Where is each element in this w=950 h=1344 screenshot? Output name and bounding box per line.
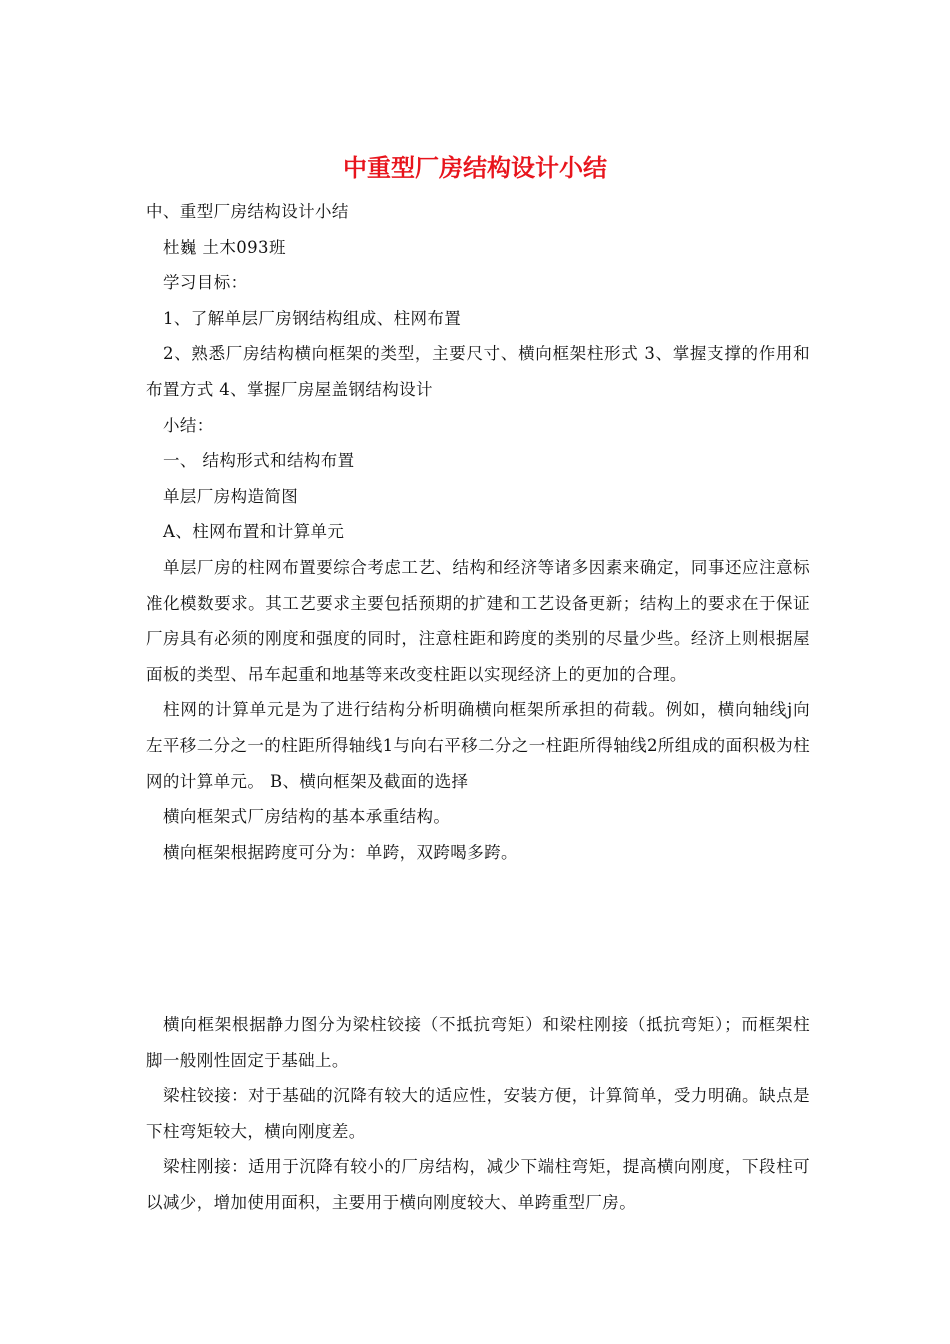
paragraph-summary-heading: 小结： [163,415,214,435]
paragraph-frame-static: 横向框架根据静力图分为梁柱铰接（不抵抗弯矩）和梁柱刚接（抵抗弯矩）；而框架柱脚一般刚性固定于基础上。 [146,1015,810,1070]
paragraph-diagram-caption: 单层厂房构造简图 [163,486,299,506]
paragraph-calculation-unit: 柱网的计算单元是为了进行结构分析明确横向框架所承担的荷载。例如，横向轴线j向左平移二分之一的柱距所得轴线1与向右平移二分之一柱距所得轴线2所组成的面积极为柱网的计算单元。 B、横向框架及截面的选择 [146,700,810,791]
paragraph-frame-basic: 横向框架式厂房结构的基本承重结构。 [163,807,451,827]
paragraph-objective-1: 1、了解单层厂房钢结构组成、柱网布置 [163,308,462,328]
document-title: 中重型厂房结构设计小结 [343,154,607,182]
paragraph-rigid-joint: 梁柱刚接：适用于沉降有较小的厂房结构，减少下端柱弯矩，提高横向刚度，下段柱可以减少，增加使用面积，主要用于横向刚度较大、单跨重型厂房。 [146,1157,810,1212]
paragraph-hinged-joint: 梁柱铰接：对于基础的沉降有较大的适应性，安装方便，计算简单，受力明确。缺点是下柱弯矩较大，横向刚度差。 [146,1086,810,1141]
paragraph-subsection-a: A、柱网布置和计算单元 [163,522,345,542]
paragraph-column-grid: 单层厂房的柱网布置要综合考虑工艺、结构和经济等诸多因素来确定，同事还应注意标准化模数要求。其工艺要求主要包括预期的扩建和工艺设备更新；结构上的要求在于保证厂房具有必须的刚度和强度的同时，注意柱距和跨度的类别的尽量少些。经济上则根据屋面板的类型、吊车起重和地基等来改变柱距以实现经济上的更加的合理。 [146,557,810,684]
paragraph-objective-2: 2、熟悉厂房结构横向框架的类型，主要尺寸、横向框架柱形式 3、掌握支撑的作用和布置方式 4、掌握厂房屋盖钢结构设计 [146,344,810,399]
body-section-2 [146,1007,810,1221]
paragraph-author: 杜巍 土木093班 [163,237,286,257]
paragraph-section-heading: 一、 结构形式和结构布置 [163,451,355,471]
paragraph-objectives-heading: 学习目标： [163,273,248,293]
body-section-1 [146,194,810,870]
paragraph-subtitle: 中、重型厂房结构设计小结 [146,202,349,221]
paragraph-frame-span: 横向框架根据跨度可分为：单跨，双跨喝多跨。 [163,842,518,862]
